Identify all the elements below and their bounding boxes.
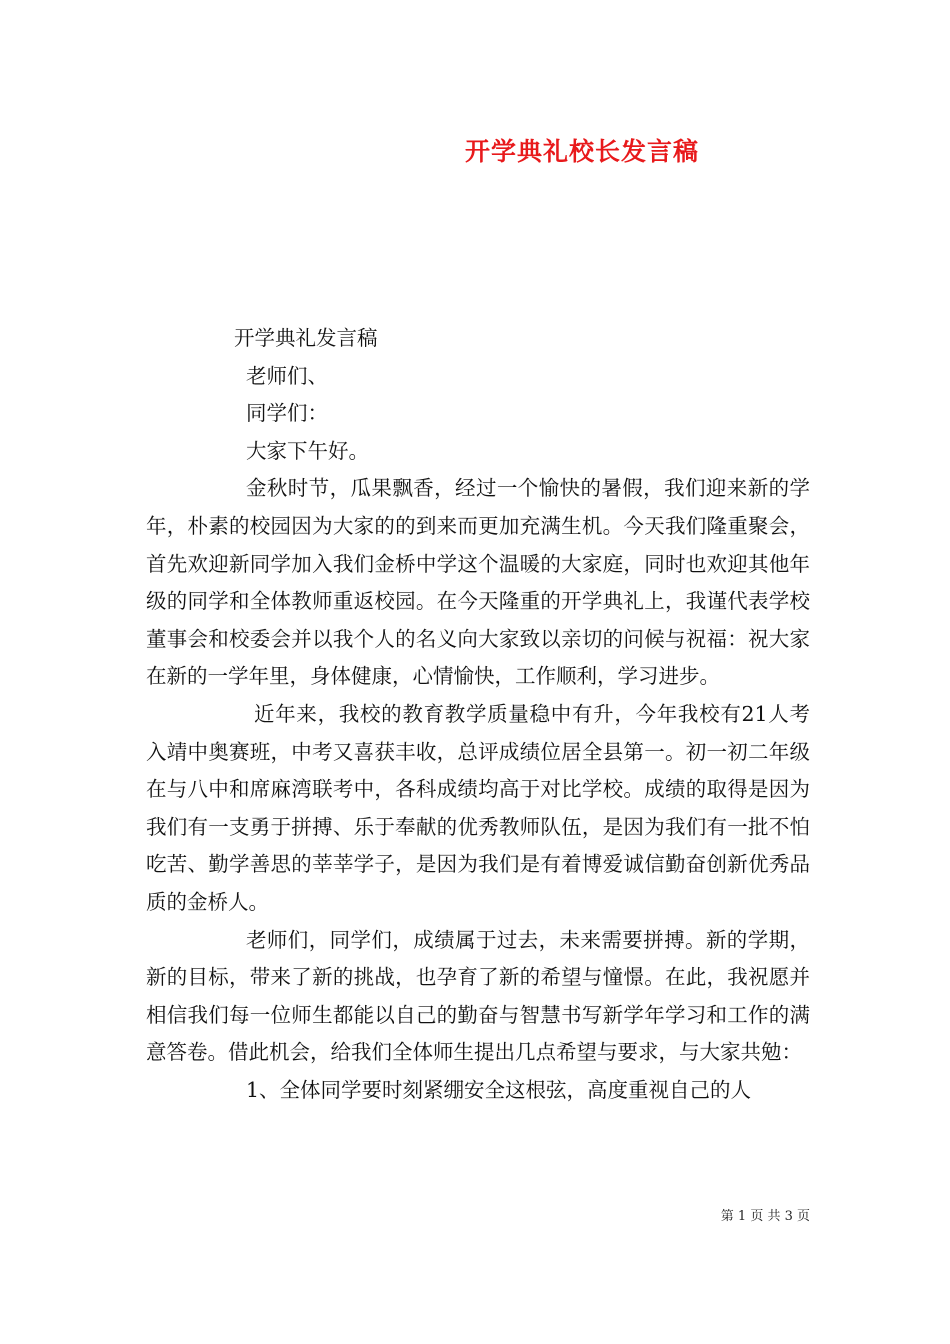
document-body	[146, 320, 810, 1109]
paragraph-opening: 金秋时节，瓜果飘香，经过一个愉快的暑假，我们迎来新的学年，朴素的校园因为大家的的到来而更加充满生机。今天我们隆重聚会，首先欢迎新同学加入我们金桥中学这个温暖的大家庭，同时也欢迎其他年级的同学和全体教师重返校园。在今天隆重的开学典礼上，我谨代表学校董事会和校委会并以我个人的名义向大家致以亲切的问候与祝福：祝大家在新的一学年里，身体健康，心情愉快，工作顺利，学习进步。	[146, 476, 810, 689]
paragraph-point-1: 1、全体同学要时刻紧绷安全这根弦，高度重视自己的人	[246, 1077, 752, 1102]
paragraph-achievements: 近年来，我校的教育教学质量稳中有升，今年我校有21人考入靖中奥赛班，中考又喜获丰收，总评成绩位居全县第一。初一初二年级在与八中和席麻湾联考中，各科成绩均高于对比学校。成绩的取得是因为我们有一支勇于拼搏、乐于奉献的优秀教师队伍，是因为我们有一批不怕吃苦、勤学善思的莘莘学子，是因为我们是有着博爱诚信勤奋创新优秀品质的金桥人。	[146, 701, 810, 914]
page-number-footer: 第 1 页 共 3 页	[720, 1209, 810, 1224]
paragraph-expectations: 老师们，同学们，成绩属于过去，未来需要拼搏。新的学期，新的目标，带来了新的挑战，也孕育了新的希望与憧憬。在此，我祝愿并相信我们每一位师生都能以自己的勤奋与智慧书写新学年学习和工作的满意答卷。借此机会，给我们全体师生提出几点希望与要求，与大家共勉：	[146, 927, 810, 1065]
salutation-students: 同学们：	[246, 401, 328, 426]
salutation-teachers: 老师们、	[246, 363, 328, 388]
greeting-line: 大家下午好。	[246, 438, 369, 463]
speech-subtitle: 开学典礼发言稿	[234, 326, 378, 350]
document-title: 开学典礼校长发言稿	[464, 137, 699, 166]
